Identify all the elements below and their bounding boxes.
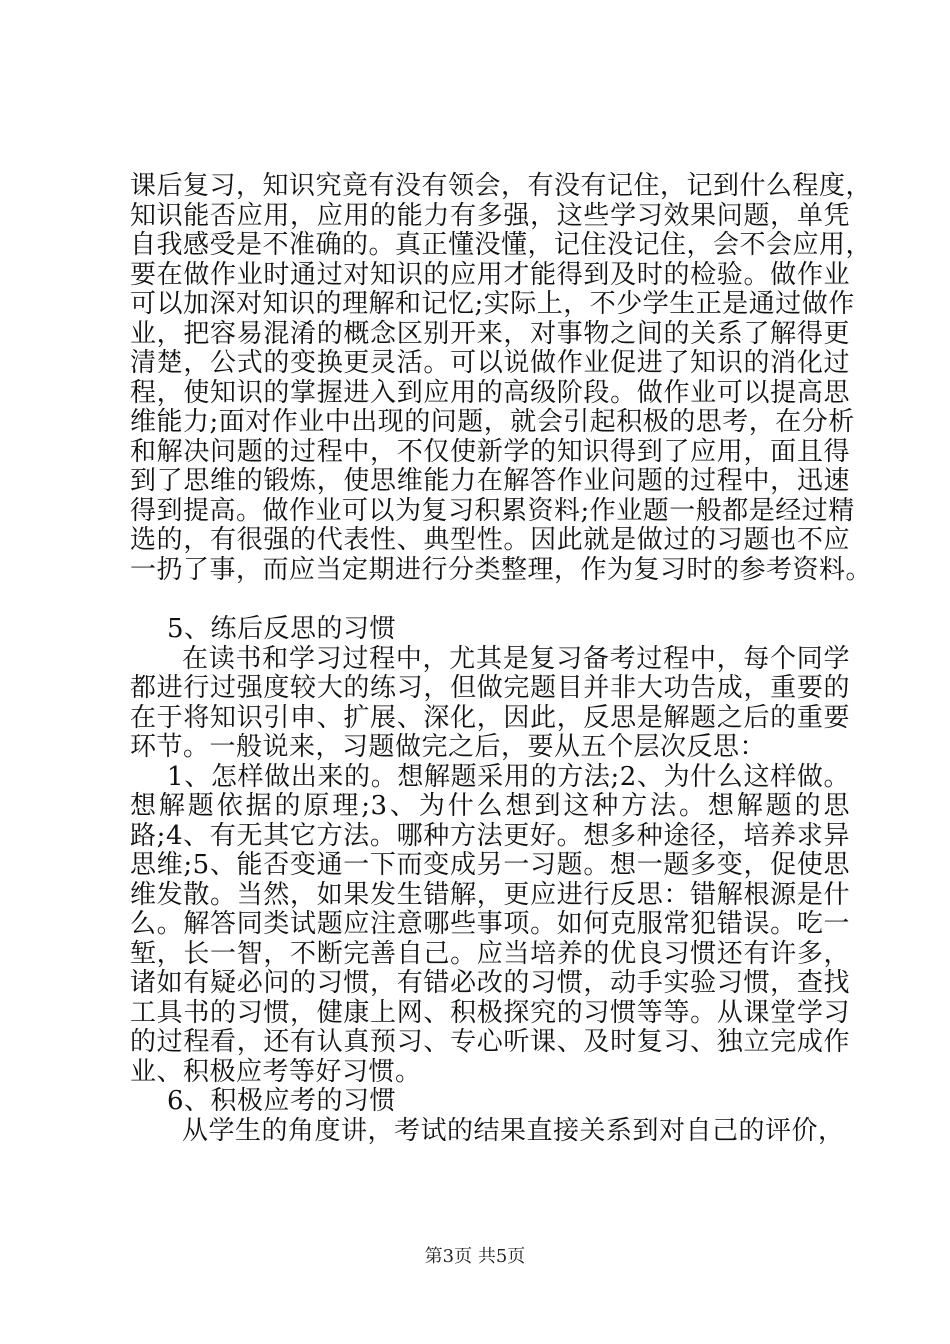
paragraph-line: 维能力;面对作业中出现的问题，就会引起积极的思考，在分析 [130,407,855,437]
paragraph-line: 业、积极应考等好习惯。 [130,1056,422,1087]
paragraph-line: 清楚，公式的变换更灵活。可以说做作业促进了知识的消化过 [130,348,850,378]
paragraph-line: 1、怎样做出来的。想解题采用的方法;2、为什么这样做。 [167,761,850,792]
paragraph-homework-review [130,171,873,585]
paragraph-line: 可以加深对知识的理解和记忆;实际上，不少学生正是通过做作 [130,289,855,319]
paragraph-line: 思维;5、能否变通一下而变成另一习题。想一题多变，促使思 [130,850,850,880]
page-footer [0,1246,950,1268]
paragraph-line: 从学生的角度讲，考试的结果直接关系到对自己的评价， [182,1115,845,1146]
paragraph-reflection-intro [130,645,850,763]
paragraph-line: 维发散。当然，如果发生错解，更应进行反思：错解根源是什 [130,879,850,910]
paragraph-line: 得到提高。做作业可以为复习积累资料;作业题一般都是经过精 [130,495,855,526]
paragraph-spacer [130,585,850,615]
paragraph-line: 自我感受是不准确的。真正懂没懂，记住没记住，会不会应用， [130,230,873,260]
section-heading-exam: 6、积极应考的习惯 [167,1086,397,1116]
paragraph-line: 路;4、有无其它方法。哪种方法更好。想多种途径，培养求异 [130,820,850,851]
paragraph-line: 想解题依据的原理;3、为什么想到这种方法。想解题的思 [130,791,850,821]
paragraph-line: 么。解答同类试题应注意哪些事项。如何克服常犯错误。吃一 [130,909,850,939]
paragraph-line: 程，使知识的掌握进入到应用的高级阶段。做作业可以提高思 [130,377,850,408]
paragraph-line: 的过程看，还有认真预习、专心听课、及时复习、独立完成作 [130,1027,850,1057]
document-body [130,171,873,1146]
paragraph-line: 工具书的习惯，健康上网、积极探究的习惯等等。从课堂学习 [130,997,850,1028]
paragraph-line: 都进行过强度较大的练习，但做完题目并非大功告成，重要的 [130,673,850,703]
paragraph-line: 在读书和学习过程中，尤其是复习备考过程中，每个同学 [182,643,850,674]
paragraph-exam-intro [130,1117,850,1147]
paragraph-line: 知识能否应用，应用的能力有多强，这些学习效果问题，单凭 [130,200,850,231]
paragraph-line: 和解决问题的过程中，不仅使新学的知识得到了应用，面且得 [130,436,850,467]
paragraph-line: 在于将知识引申、扩展、深化，因此，反思是解题之后的重要 [130,702,850,733]
paragraph-line: 到了思维的锻炼，使思维能力在解答作业问题的过程中，迅速 [130,466,850,496]
paragraph-line: 要在做作业时通过对知识的应用才能得到及时的检验。做作业 [130,259,850,290]
paragraph-reflection-levels [130,763,850,1088]
paragraph-line: 业，把容易混淆的概念区别开来，对事物之间的关系了解得更 [130,318,850,349]
paragraph-line: 环节。一般说来，习题做完之后，要从五个层次反思： [130,732,767,762]
section-heading-reflection: 5、练后反思的习惯 [167,614,397,644]
paragraph-line: 堑，长一智，不断完善自己。应当培养的优良习惯还有许多， [130,938,850,969]
paragraph-line: 一扔了事，而应当定期进行分类整理，作为复习时的参考资料。 [130,554,873,585]
paragraph-line: 诸如有疑必问的习惯，有错必改的习惯，动手实验习惯，查找 [130,968,850,998]
paragraph-line: 课后复习，知识究竟有没有领会，有没有记住，记到什么程度， [130,171,873,201]
paragraph-line: 选的，有很强的代表性、典型性。因此就是做过的习题也不应 [130,525,850,555]
page-indicator: 第3页 共5页 [424,1246,526,1267]
